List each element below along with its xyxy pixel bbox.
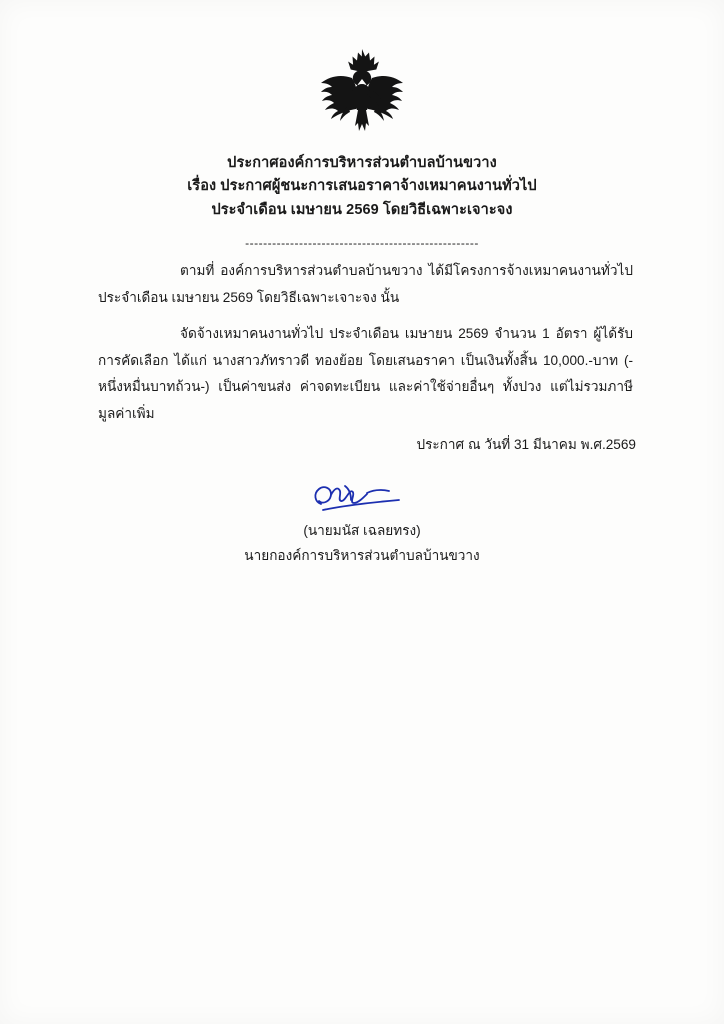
paragraph-2-text: จัดจ้างเหมาคนงานทั่วไป ประจำเดือน เมษายน 2569 จำนวน 1 อัตรา ผู้ได้รับการคัดเลือก ได้แก่ นางสาวภัทราวดี ทองย้อย โดยเสนอราคา เป็นเงินทั้งสิ้น 10,000.-บาท (-หนึ่งหมื่นบาทถ้วน-) เป็นค่าขนส่ง ค่าจดทะเบียน และค่าใช้จ่ายอื่นๆ ทั้งปวง แต่ไม่รวมภาษีมูลค่าเพิ่ม [98,326,633,421]
announcement-date: ประกาศ ณ วันที่ 31 มีนาคม พ.ศ.2569 [416,437,636,452]
heading-divider: ---------------------------------------------------- [245,236,479,250]
heading-line-2: เรื่อง ประกาศผู้ชนะการเสนอราคาจ้างเหมาคนงานทั่วไป [187,178,537,195]
signer-title: นายกองค์การบริหารส่วนตำบลบ้านขวาง [244,548,480,564]
paragraph-1 [98,258,633,311]
paragraph-1-text: ตามที่ องค์การบริหารส่วนตำบลบ้านขวาง ได้มีโครงการจ้างเหมาคนงานทั่วไป ประจำเดือน เมษายน 2569 โดยวิธีเฉพาะเจาะจง นั้น [98,263,633,305]
paragraph-2 [98,321,633,427]
signer-name: (นายมนัส เฉลยทรง) [303,523,421,538]
document-heading [0,152,724,222]
document-body [98,258,633,437]
garuda-emblem [0,46,724,143]
heading-line-3: ประจำเดือน เมษายน 2569 โดยวิธีเฉพาะเจาะจง [211,201,513,218]
signer-block [0,518,724,568]
heading-line-1: ประกาศองค์การบริหารส่วนตำบลบ้านขวาง [227,155,497,171]
